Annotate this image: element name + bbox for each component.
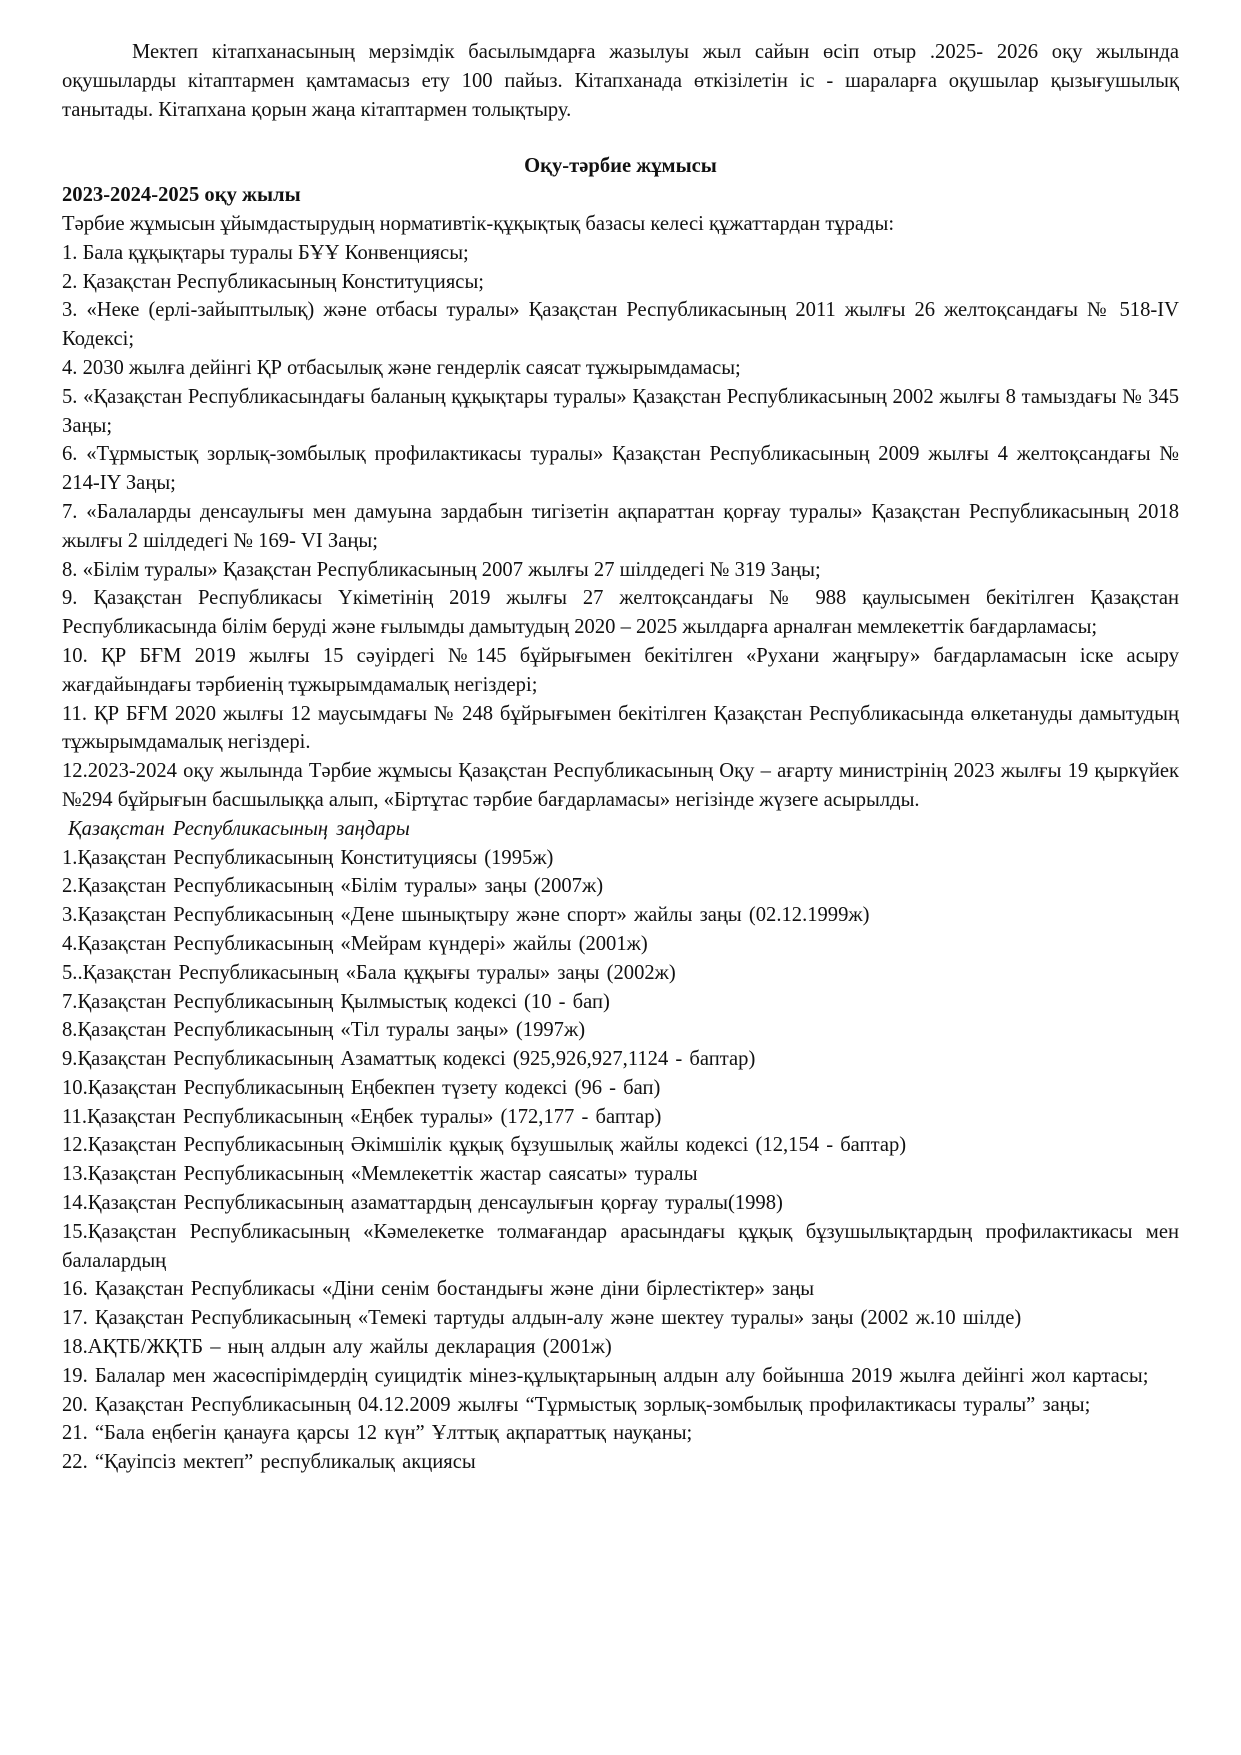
list-item: 3.Қазақстан Республикасының «Дене шынықтыру және спорт» жайлы заңы (02.12.1999ж) (62, 904, 870, 927)
list-item: 8. «Білім туралы» Қазақстан Республикасының 2007 жылғы 27 шілдедегі № 319 Заңы; (62, 558, 821, 581)
list-item: 1.Қазақстан Республикасының Конституциясы (1995ж) (62, 846, 554, 869)
list-item: 20. Қазақстан Республикасының 04.12.2009 жылғы “Тұрмыстық зорлық-зомбылық профилактикасы туралы” заңы; (62, 1393, 1091, 1416)
list-item: 4. 2030 жылға дейінгі ҚР отбасылық және гендерлік саясат тұжырымдамасы; (62, 356, 741, 379)
document-page (62, 38, 1179, 1477)
list-item: 7.Қазақстан Республикасының Қылмыстық кодексі (10 - бап) (62, 990, 610, 1013)
list-item: 19. Балалар мен жасөспірімдердің суицидтік мінез-құлықтарының алдын алу бойынша 2019 жылға дейінгі жол картасы; (62, 1364, 1149, 1387)
list-item: 7. «Балаларды денсаулығы мен дамуына зардабын тигізетін ақпараттан қорғау туралы» Қазақстан Республикасының 2018 жылғы 2 шілдедегі № 169- VI Заңы; (62, 500, 1179, 552)
list-item: 3. «Неке (ерлі-зайыптылық) және отбасы туралы» Қазақстан Республикасының 2011 жылғы 26 желтоқсандағы № 518-IV Кодексі; (62, 299, 1179, 351)
section-heading: Оқу-тәрбие жұмысы (524, 155, 717, 178)
list-item: 18.АҚТБ/ЖҚТБ – ның алдын алу жайлы декларация (2001ж) (62, 1336, 612, 1359)
list-item: 2.Қазақстан Республикасының «Білім туралы» заңы (2007ж) (62, 875, 604, 898)
list-item: 17. Қазақстан Республикасының «Темекі тартуды алдын-алу және шектеу туралы» заңы (2002 ж.10 шілде) (62, 1307, 1022, 1330)
list-item: 16. Қазақстан Республикасы «Діни сенім бостандығы және діни бірлестіктер» заңы (62, 1278, 815, 1301)
list-item: 9. Қазақстан Республикасы Үкіметінің 2019 жылғы 27 желтоқсандағы № 988 қаулысымен бекітілген Қазақстан Республикасында білім беруді және ғылымды дамытудың 2020 – 2025 жылдарға арналған мемлекеттік бағдарламасы; (62, 587, 1179, 639)
academic-year-heading: 2023-2024-2025 оқу жылы (62, 184, 301, 207)
list-item: 6. «Тұрмыстық зорлық-зомбылық профилактикасы туралы» Қазақстан Республикасының 2009 жылғы 4 желтоқсандағы № 214-IY Заңы; (62, 443, 1179, 495)
list-item: 13.Қазақстан Республикасының «Мемлекеттік жастар саясаты» туралы (62, 1163, 698, 1186)
laws-list (62, 844, 1179, 1478)
list-item: 9.Қазақстан Республикасының Азаматтық кодексі (925,926,927,1124 - баптар) (62, 1048, 756, 1071)
list-item: 4.Қазақстан Республикасының «Мейрам күндері» жайлы (2001ж) (62, 932, 648, 955)
normative-documents-list (62, 239, 1179, 815)
list-item: 14.Қазақстан Республикасының азаматтардың денсаулығын қорғау туралы(1998) (62, 1192, 783, 1215)
basis-intro-text: Тәрбие жұмысын ұйымдастырудың нормативтік-құқықтық базасы келесі құжаттардан тұрады: (62, 212, 895, 235)
list-item: 5. «Қазақстан Республикасындағы баланың құқықтары туралы» Қазақстан Республикасының 2002 жылғы 8 тамыздағы № 345 Заңы; (62, 385, 1179, 437)
list-item: 2. Қазақстан Республикасының Конституциясы; (62, 270, 485, 293)
list-item: 15.Қазақстан Республикасының «Кәмелекетке толмағандар арасындағы құқық бұзушылықтардың профилактикасы мен балалардың (62, 1220, 1179, 1272)
list-item: 10. ҚР БҒМ 2019 жылғы 15 сәуірдегі №145 бұйрығымен бекітілген «Рухани жаңғыру» бағдарламасын іске асыру жағдайындағы тәрбиенің тұжырымдамалық негіздері; (62, 644, 1179, 696)
list-item: 10.Қазақстан Республикасының Еңбекпен түзету кодексі (96 - бап) (62, 1076, 661, 1099)
list-item: 11. ҚР БҒМ 2020 жылғы 12 маусымдағы № 248 бұйрығымен бекітілген Қазақстан Республикасында өлкетануды дамытудың тұжырымдамалық негіздері. (62, 702, 1179, 754)
list-item: 11.Қазақстан Республикасының «Еңбек туралы» (172,177 - баптар) (62, 1105, 662, 1128)
list-item: 22. “Қауіпсіз мектеп” республикалық акциясы (62, 1451, 476, 1474)
list-item: 1. Бала құқықтары туралы БҰҰ Конвенциясы; (62, 241, 469, 264)
intro-paragraph: Мектеп кітапханасының мерзімдік басылымдарға жазылуы жыл сайын өсіп отыр .2025- 2026 оқу жылында оқушыларды кітаптармен қамтамасыз ету 100 пайыз. Кітапханада өткізілетін іс - шараларға оқушылар қызығушылық танытады. Кітапхана қорын жаңа кітаптармен толықтыру. (62, 41, 1179, 121)
list-item: 21. “Бала еңбегін қанауға қарсы 12 күн” Ұлттық ақпараттық науқаны; (62, 1422, 693, 1445)
laws-subheading: Қазақстан Республикасының заңдары (68, 817, 410, 840)
list-item: 12.Қазақстан Республикасының Әкімшілік құқық бұзушылық жайлы кодексі (12,154 - баптар) (62, 1134, 907, 1157)
list-item: 12.2023-2024 оқу жылында Тәрбие жұмысы Қазақстан Республикасының Оқу – ағарту министрінің 2023 жылғы 19 қыркүйек №294 бұйрығын басшылыққа алып, «Біртұтас тәрбие бағдарламасы» негізінде жүзеге асырылды. (62, 760, 1179, 811)
list-item: 8.Қазақстан Республикасының «Тіл туралы заңы» (1997ж) (62, 1019, 586, 1042)
list-item: 5..Қазақстан Республикасының «Бала құқығы туралы» заңы (2002ж) (62, 961, 676, 984)
